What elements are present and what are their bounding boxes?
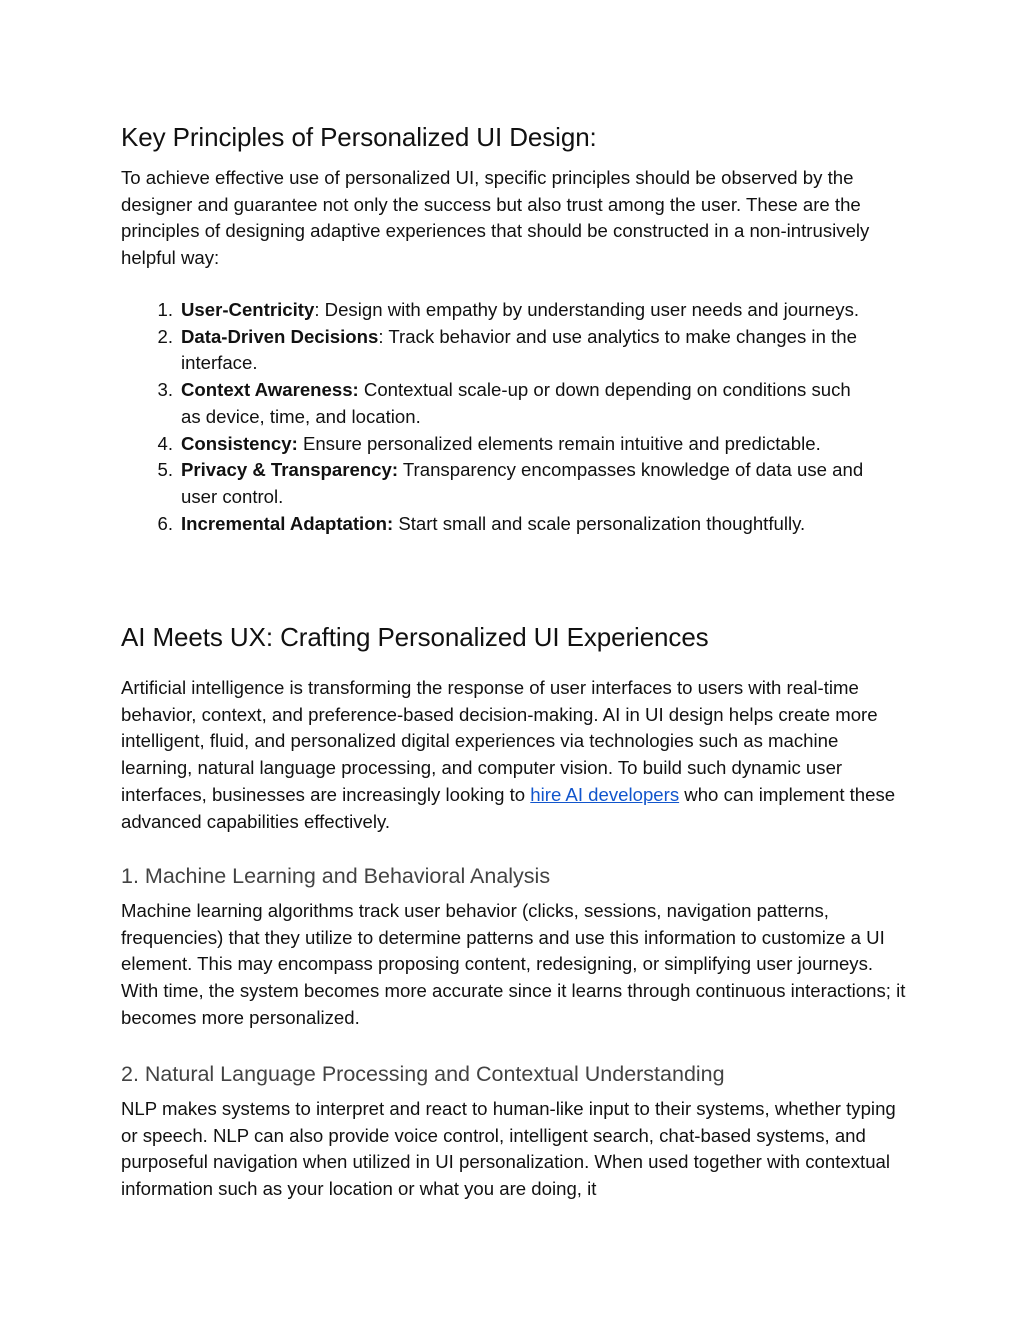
section-heading-ai-meets-ux: AI Meets UX: Crafting Personalized UI Experiences	[121, 622, 709, 652]
section-heading-key-principles: Key Principles of Personalized UI Design:	[121, 122, 597, 152]
principle-text: Transparency encompasses knowledge of data use and user control.	[181, 459, 864, 507]
principle-text: Ensure personalized elements remain intuitive and predictable.	[302, 432, 821, 454]
principle-separator: :	[314, 299, 325, 320]
machine-learning-paragraph: Machine learning algorithms track user behavior (clicks, sessions, navigation patterns, frequencies) that they utilize to determine patterns and use this information to customize a UI element. This may encompass proposing content, redesigning, or simplifying user journeys. With time, the system becomes more accurate since it learns through continuous interactions; it becomes more personalized.	[121, 900, 906, 1028]
list-number: 1.	[157, 299, 173, 320]
list-item	[149, 377, 869, 430]
ai-paragraph	[121, 675, 906, 835]
list-number: 5.	[157, 459, 173, 481]
list-number: 4.	[157, 432, 173, 454]
principle-separator: :	[378, 325, 389, 347]
list-number: 3.	[157, 379, 173, 401]
principle-text: Start small and scale personalization thoughtfully.	[398, 512, 806, 534]
nlp-paragraph: NLP makes systems to interpret and react to human-like input to their systems, whether typing or speech. NLP can also provide voice control, intelligent search, chat-based systems, and purposeful navigation when utilized in UI personalization. When used together with contextual information such as your location or what you are doing, it	[121, 1098, 896, 1200]
subheading-machine-learning: 1. Machine Learning and Behavioral Analysis	[121, 864, 551, 888]
list-number: 2.	[157, 325, 173, 347]
subheading-nlp: 2. Natural Language Processing and Contextual Understanding	[121, 1062, 725, 1086]
principle-text: Contextual scale-up or down depending on conditions such as device, time, and location.	[181, 379, 851, 427]
list-item	[149, 324, 869, 377]
principle-term: User-Centricity	[181, 299, 315, 320]
principle-term: Privacy & Transparency:	[181, 459, 399, 481]
principle-text: Track behavior and use analytics to make changes in the interface.	[181, 325, 857, 374]
list-item	[149, 457, 869, 510]
principle-term: Consistency:	[181, 432, 298, 454]
list-number: 6.	[157, 512, 173, 534]
intro-paragraph: To achieve effective use of personalized UI, specific principles should be observed by the designer and guarantee not only the success but also trust among the user. These are the principles of designing adaptive experiences that should be constructed in a non-intrusively helpful way:	[121, 167, 870, 269]
hire-ai-developers-link[interactable]: hire AI developers	[530, 783, 680, 805]
list-item	[149, 431, 869, 458]
principles-list	[149, 297, 869, 537]
principle-term: Incremental Adaptation:	[181, 512, 394, 534]
principle-term: Data-Driven Decisions	[181, 325, 379, 347]
ai-paragraph-text-end: who can implement these advanced capabilities effectively.	[121, 783, 896, 832]
list-item	[149, 297, 869, 324]
principle-term: Context Awareness:	[181, 379, 359, 401]
list-item	[149, 511, 869, 538]
principle-text: Design with empathy by understanding user needs and journeys.	[324, 299, 860, 320]
ai-paragraph-text: Artificial intelligence is transforming the response of user interfaces to users with real-time behavior, context, and preference-based decision-making. AI in UI design helps create more intelligent, fluid, and personalized digital experiences via technologies such as machine learning, natural language processing, and computer vision. To build such dynamic user interfaces, businesses are increasingly looking to	[121, 677, 878, 805]
